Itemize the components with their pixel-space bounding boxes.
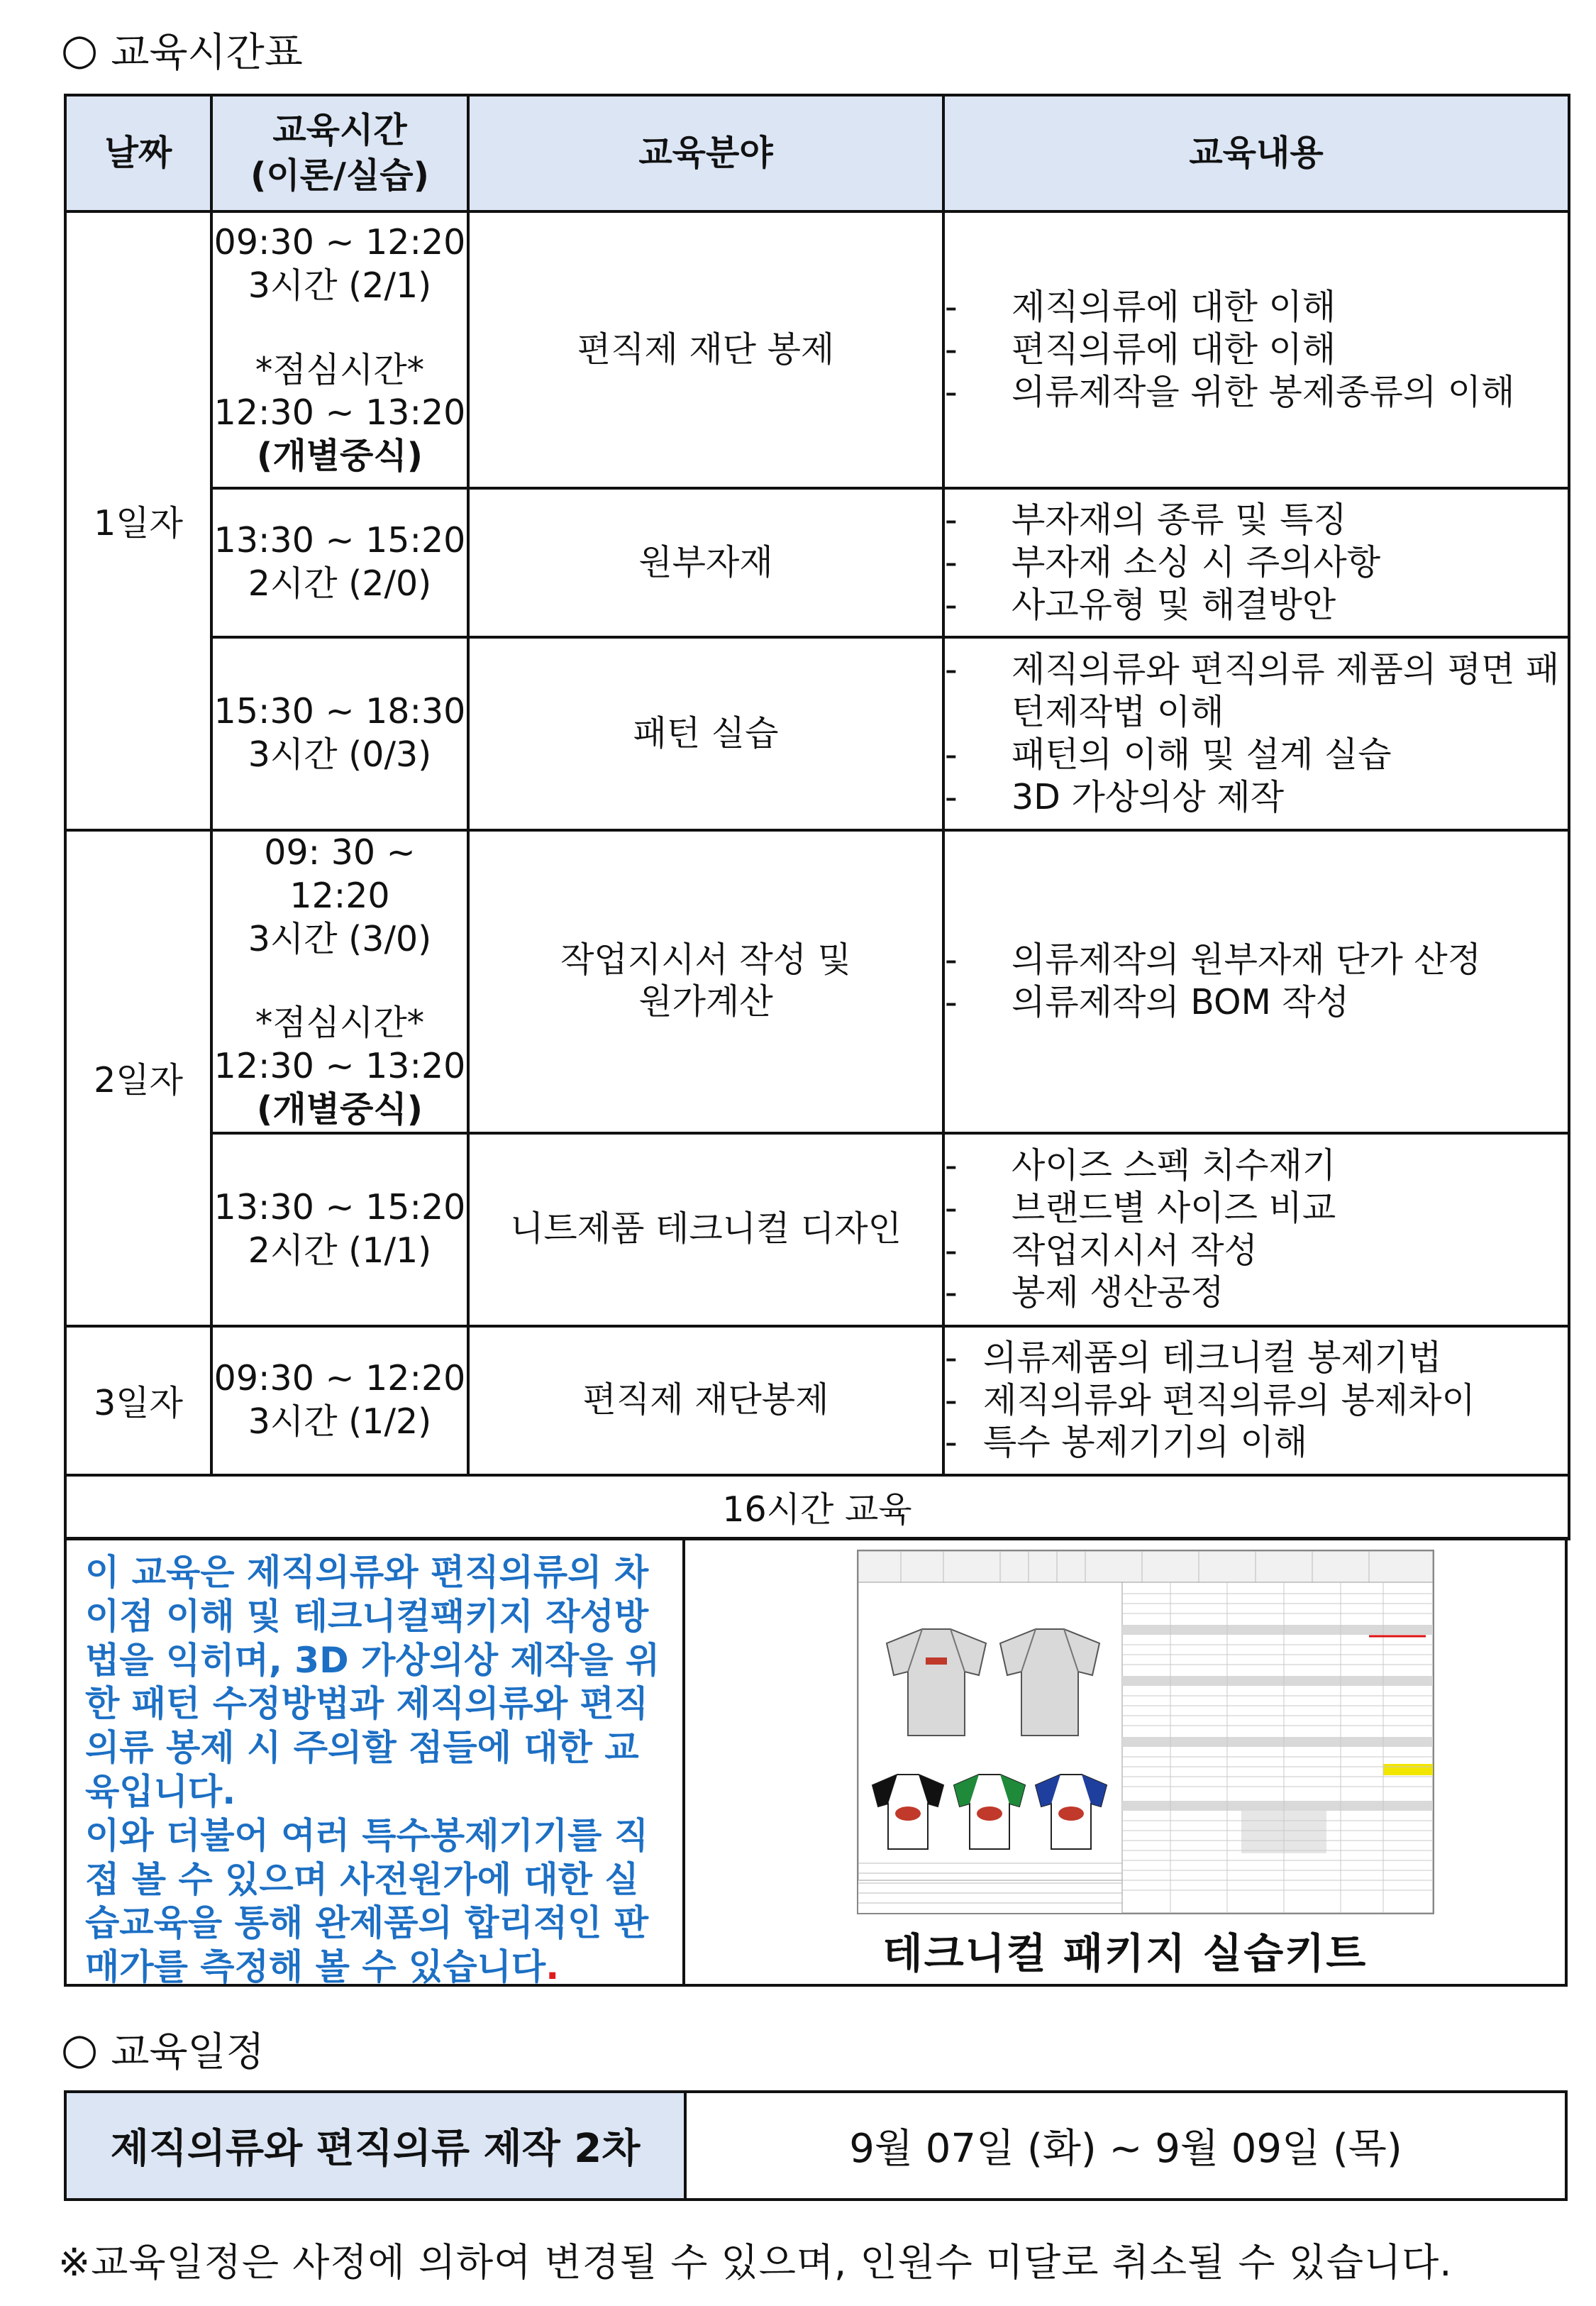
timetable-title: 교육시간표	[111, 30, 303, 76]
content-item: - 작업지시서 작성	[945, 1230, 1568, 1272]
session-field: 원부자재	[468, 488, 943, 637]
time-hours: 3시간 (3/0)	[248, 918, 432, 959]
content-item: - 부자재의 종류 및 특징	[945, 499, 1568, 541]
schedule-heading	[61, 2021, 265, 2078]
description-paragraph-2	[85, 1814, 671, 1990]
timetable-heading	[61, 21, 303, 78]
schedule-notice: ※교육일정은 사정에 의하여 변경될 수 있으며, 인원수 미달로 취소될 수 있습니다.	[58, 2240, 1453, 2285]
time-range: 09:30 ~ 12:20	[214, 1357, 466, 1399]
description-paragraph-2-text: 이와 더불어 여러 특수봉제기기를 직접 볼 수 있으며 사전원가에 대한 실습교육을 통해 완제품의 합리적인 판매가를 측정해 볼 수 있습니다	[85, 1814, 649, 1988]
header-hours	[211, 95, 468, 211]
header-content: 교육내용	[943, 95, 1569, 211]
session-content	[943, 1326, 1569, 1475]
table-row	[65, 488, 1569, 637]
time-range: 13:30 ~ 15:20	[214, 520, 466, 561]
kit-panel	[685, 1540, 1565, 1984]
table-row	[65, 637, 1569, 830]
content-item: - 3D 가상의상 제작	[945, 776, 1568, 819]
session-time	[211, 211, 468, 488]
session-time	[211, 830, 468, 1133]
content-item: - 사이즈 스펙 치수재기	[945, 1144, 1568, 1187]
time-range: 15:30 ~ 18:30	[214, 691, 466, 732]
table-row-total	[65, 1475, 1569, 1539]
total-hours: 16시간 교육	[65, 1475, 1569, 1539]
session-content	[943, 637, 1569, 830]
content-item: - 봉제 생산공정	[945, 1271, 1568, 1314]
content-item: - 의류제작을 위한 봉제종류의 이해	[945, 371, 1568, 414]
session-field: 편직제 재단봉제	[468, 1326, 943, 1475]
session-content	[943, 1133, 1569, 1326]
time-hours: 2시간 (1/1)	[248, 1230, 432, 1271]
course-name: 제직의류와 편직의류 제작 2차	[65, 2092, 685, 2200]
header-hours-line2: (이론/실습)	[250, 155, 430, 196]
session-field: 작업지시서 작성 및 원가계산	[468, 830, 943, 1133]
header-date: 날짜	[65, 95, 211, 211]
session-field: 편직제 재단 봉제	[468, 211, 943, 488]
schedule-row	[65, 2092, 1566, 2200]
day-label: 2일자	[65, 830, 211, 1326]
table-row	[65, 1133, 1569, 1326]
lunch-time: 12:30 ~ 13:20	[214, 1046, 466, 1086]
timetable-header-row	[65, 95, 1569, 211]
session-time	[211, 488, 468, 637]
content-item: - 특수 봉제기기의 이해	[945, 1421, 1568, 1464]
session-content	[943, 830, 1569, 1133]
session-time	[211, 1326, 468, 1475]
schedule-table	[64, 2090, 1568, 2201]
session-content	[943, 211, 1569, 488]
course-description	[67, 1540, 685, 1988]
session-field: 패턴 실습	[468, 637, 943, 830]
schedule-title: 교육일정	[111, 2029, 265, 2075]
table-row	[65, 1326, 1569, 1475]
content-item: - 부자재 소싱 시 주의사항	[945, 541, 1568, 584]
tech-pack-kit-image	[857, 1550, 1434, 1914]
description-paragraph-1: 이 교육은 제직의류와 편직의류의 차이점 이해 및 테크니컬팩키지 작성방법을 익히며, 3D 가상의상 제작을 위한 패턴 수정방법과 제직의류와 편직의류 봉제 시 주의할 점들에 대한 교육입니다.	[85, 1552, 660, 1812]
time-hours: 3시간 (1/2)	[248, 1401, 432, 1442]
session-field: 니트제품 테크니컬 디자인	[468, 1133, 943, 1326]
session-content	[943, 488, 1569, 637]
header-hours-line1: 교육시간	[272, 110, 407, 151]
kit-caption: 테크니컬 패키지 실습키트	[882, 1929, 1368, 1977]
period-mark: .	[545, 1946, 560, 1988]
lunch-time: 12:30 ~ 13:20	[214, 392, 466, 434]
info-box	[64, 1537, 1568, 1987]
time-range: 09: 30 ~ 12:20	[264, 832, 416, 916]
time-hours: 2시간 (2/0)	[248, 563, 432, 604]
content-item: - 브랜드별 사이즈 비교	[945, 1187, 1568, 1230]
lunch-label: *점심시간*	[255, 1003, 425, 1044]
lunch-note: (개별중식)	[256, 436, 423, 477]
content-item: - 의류제작의 원부자재 단가 산정	[945, 939, 1568, 981]
content-item: - 제직의류와 편직의류의 봉제차이	[945, 1379, 1568, 1422]
course-dates: 9월 07일 (화) ~ 9월 09일 (목)	[685, 2092, 1566, 2200]
day-label: 3일자	[65, 1326, 211, 1475]
tech-pack-illustration	[858, 1551, 1433, 1913]
circle-bullet-icon: ○	[61, 25, 99, 75]
content-item: - 패턴의 이해 및 설계 실습	[945, 734, 1568, 776]
content-item: - 제직의류와 편직의류 제품의 평면 패턴제작법 이해	[945, 649, 1568, 734]
table-row	[65, 211, 1569, 488]
session-time	[211, 637, 468, 830]
lunch-note: (개별중식)	[256, 1088, 423, 1130]
content-item: - 편직의류에 대한 이해	[945, 329, 1568, 371]
header-field: 교육분야	[468, 95, 943, 211]
content-item: - 사고유형 및 해결방안	[945, 584, 1568, 627]
table-row	[65, 830, 1569, 1133]
time-range: 13:30 ~ 15:20	[214, 1186, 466, 1228]
day-label: 1일자	[65, 211, 211, 830]
content-item: - 의류제작의 BOM 작성	[945, 981, 1568, 1024]
content-item: - 제직의류에 대한 이해	[945, 286, 1568, 329]
timetable	[64, 94, 1570, 1540]
circle-bullet-icon: ○	[61, 2024, 99, 2074]
lunch-label: *점심시간*	[255, 349, 425, 390]
session-time	[211, 1133, 468, 1326]
content-item: - 의류제품의 테크니컬 봉제기법	[945, 1337, 1568, 1379]
time-hours: 3시간 (2/1)	[248, 265, 432, 306]
time-range: 09:30 ~ 12:20	[214, 222, 466, 263]
time-hours: 3시간 (0/3)	[248, 734, 432, 775]
